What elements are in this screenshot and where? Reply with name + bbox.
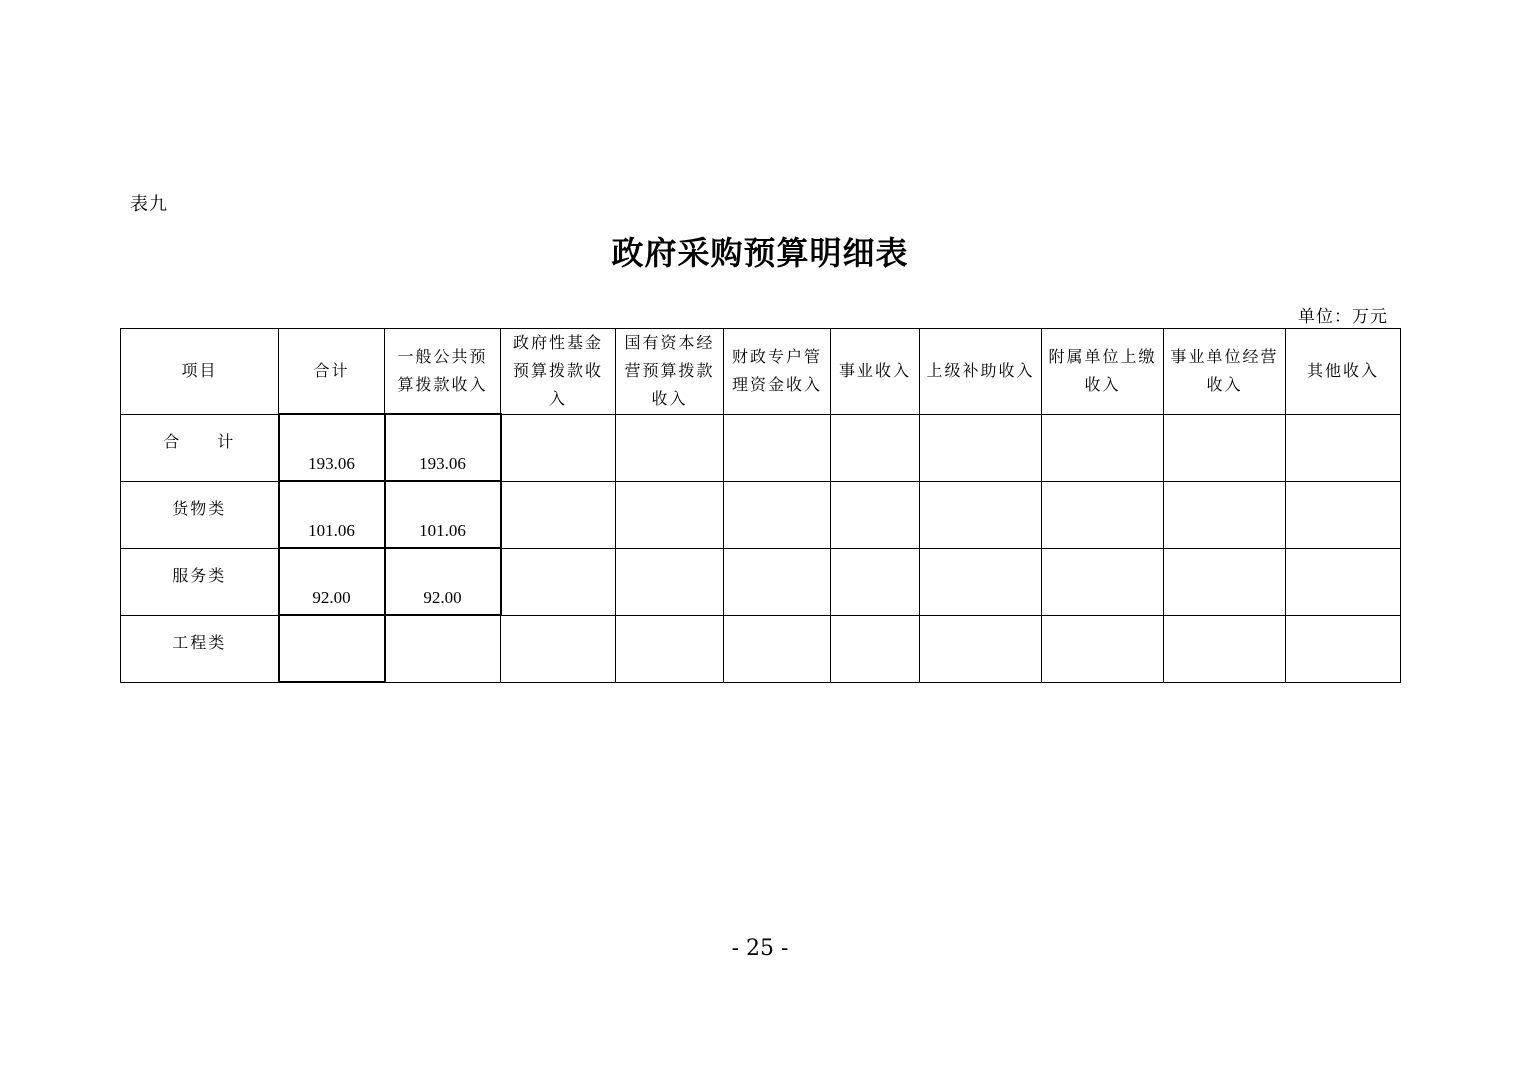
cell-empty — [1042, 414, 1164, 481]
cell-total — [279, 615, 385, 682]
cell-empty — [920, 414, 1042, 481]
cell-empty — [1042, 548, 1164, 615]
cell-empty — [1286, 548, 1401, 615]
cell-empty — [831, 548, 920, 615]
table-row — [121, 615, 1401, 682]
row-label: 服务类 — [121, 548, 279, 615]
cell-empty — [501, 414, 616, 481]
cell-empty — [616, 414, 724, 481]
header-operating-income: 事业单位经营收入 — [1164, 329, 1286, 415]
cell-empty — [1286, 414, 1401, 481]
cell-empty — [724, 615, 831, 682]
cell-empty — [831, 414, 920, 481]
cell-empty — [724, 414, 831, 481]
table-row — [121, 548, 1401, 615]
header-other-income: 其他收入 — [1286, 329, 1401, 415]
cell-empty — [1286, 615, 1401, 682]
cell-empty — [616, 481, 724, 548]
procurement-budget-table — [120, 328, 1401, 683]
cell-empty — [920, 615, 1042, 682]
cell-empty — [831, 481, 920, 548]
header-special-account: 财政专户管理资金收入 — [724, 329, 831, 415]
page-title: 政府采购预算明细表 — [611, 234, 909, 272]
header-business-income: 事业收入 — [831, 329, 920, 415]
header-total: 合计 — [279, 329, 385, 415]
cell-general-budget: 193.06 — [385, 414, 501, 481]
table-row — [121, 481, 1401, 548]
cell-empty — [920, 481, 1042, 548]
cell-empty — [501, 615, 616, 682]
cell-empty — [616, 615, 724, 682]
cell-empty — [1164, 481, 1286, 548]
table-label: 表九 — [130, 194, 168, 215]
cell-empty — [1042, 481, 1164, 548]
row-label: 工程类 — [121, 615, 279, 682]
cell-empty — [724, 481, 831, 548]
cell-empty — [1042, 615, 1164, 682]
header-item: 项目 — [121, 329, 279, 415]
header-affiliate-remit: 附属单位上缴收入 — [1042, 329, 1164, 415]
cell-empty — [616, 548, 724, 615]
header-state-capital: 国有资本经营预算拨款收入 — [616, 329, 724, 415]
cell-empty — [501, 548, 616, 615]
cell-empty — [1286, 481, 1401, 548]
cell-total: 101.06 — [279, 481, 385, 548]
cell-empty — [920, 548, 1042, 615]
cell-empty — [1164, 548, 1286, 615]
page-number: - 25 - — [731, 936, 789, 961]
cell-total: 193.06 — [279, 414, 385, 481]
header-gov-fund: 政府性基金预算拨款收入 — [501, 329, 616, 415]
cell-general-budget: 101.06 — [385, 481, 501, 548]
header-superior-subsidy: 上级补助收入 — [920, 329, 1042, 415]
row-label: 货物类 — [121, 481, 279, 548]
header-general-budget: 一般公共预算拨款收入 — [385, 329, 501, 415]
unit-label: 单位：万元 — [1298, 307, 1388, 327]
cell-empty — [1164, 414, 1286, 481]
cell-empty — [501, 481, 616, 548]
cell-total: 92.00 — [279, 548, 385, 615]
cell-empty — [831, 615, 920, 682]
cell-empty — [724, 548, 831, 615]
table-row — [121, 414, 1401, 481]
table-header-row — [121, 329, 1401, 415]
row-label: 合 计 — [121, 414, 279, 481]
cell-general-budget: 92.00 — [385, 548, 501, 615]
cell-general-budget — [385, 615, 501, 682]
cell-empty — [1164, 615, 1286, 682]
